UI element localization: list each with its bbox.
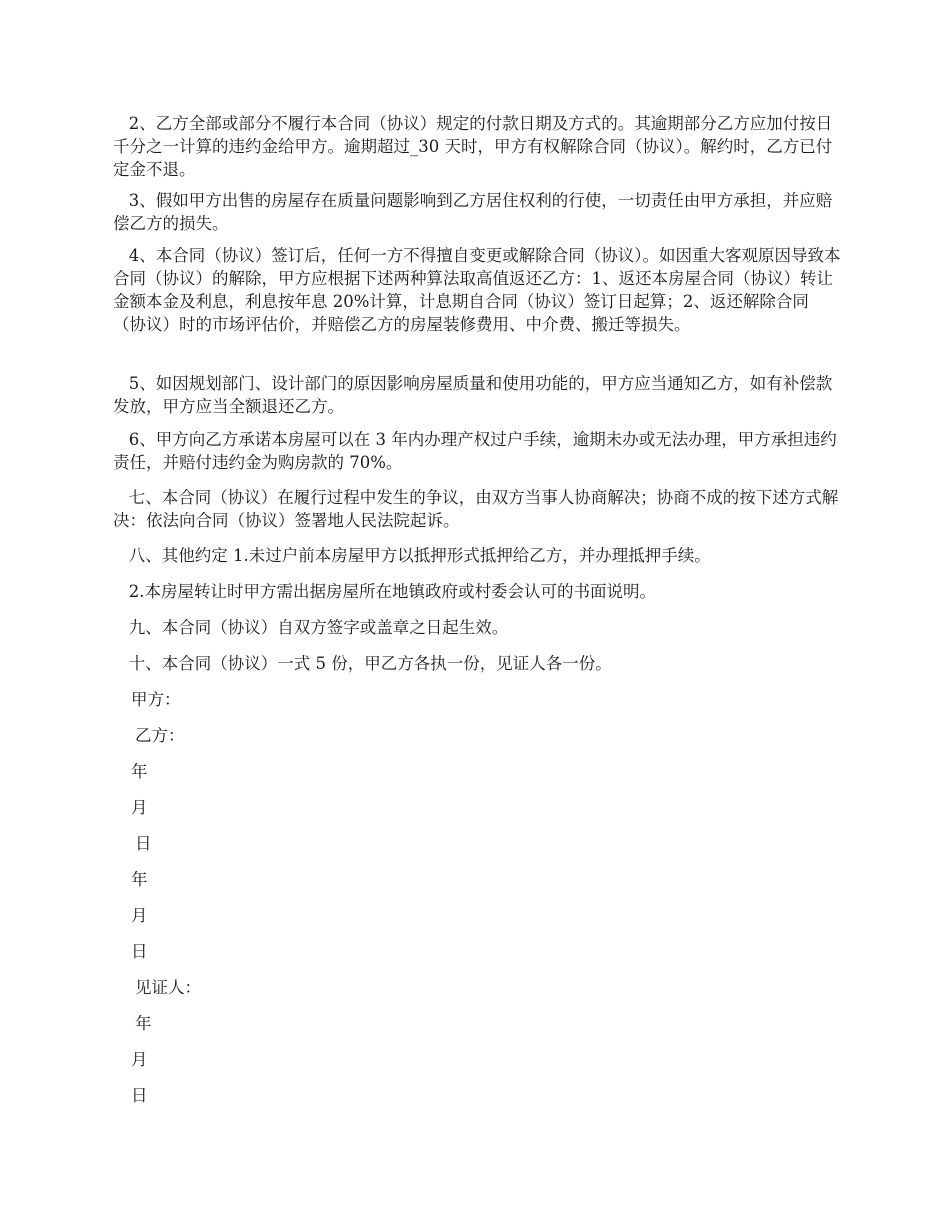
date-month-label: 月 [131,798,148,817]
clause-ten-paragraph: 十、本合同（协议）一式 5 份，甲乙方各执一份，见证人各一份。 [113,654,612,673]
date-month-label: 月 [131,906,148,925]
date-day-label: 日 [131,1086,148,1105]
clause-eight-paragraph: 八、其他约定 1.未过户前本房屋甲方以抵押形式抵押给乙方，并办理抵押手续。 [113,546,711,565]
date-year-label: 年 [131,870,148,889]
clause-5-paragraph: 5、如因规划部门、设计部门的原因影响房屋质量和使用功能的，甲方应当通知乙方，如有补偿款发放，甲方应当全额退还乙方。 [113,374,833,416]
party-a-label: 甲方： [131,690,181,709]
date-month-label: 月 [131,1050,148,1069]
witness-label: 见证人： [135,978,201,997]
clause-eight-item-2-paragraph: 2.本房屋转让时甲方需出据房屋所在地镇政府或村委会认可的书面说明。 [113,582,656,601]
date-year-label: 年 [131,762,148,781]
party-b-label: 乙方： [135,726,185,745]
clause-seven-paragraph: 七、本合同（协议）在履行过程中发生的争议，由双方当事人协商解决；协商不成的按下述方式解决：依法向合同（协议）签署地人民法院起诉。 [113,488,839,530]
date-day-label: 日 [135,834,152,853]
date-day-label: 日 [131,942,148,961]
clause-3-paragraph: 3、假如甲方出售的房屋存在质量问题影响到乙方居住权利的行使，一切责任由甲方承担，并应赔偿乙方的损失。 [113,191,833,233]
clause-6-paragraph: 6、甲方向乙方承诺本房屋可以在 3 年内办理产权过户手续，逾期未办或无法办理，甲方承担违约责任，并赔付违约金为购房款的 70%。 [113,430,837,472]
clause-nine-paragraph: 九、本合同（协议）自双方签字或盖章之日起生效。 [113,618,509,637]
clause-2-paragraph: 2、乙方全部或部分不履行本合同（协议）规定的付款日期及方式的。其逾期部分乙方应加付按日千分之一计算的违约金给甲方。逾期超过_30 天时，甲方有权解除合同（协议）。解约时，乙方已付定金不退。 [113,114,833,179]
clause-4-paragraph: 4、本合同（协议）签订后，任何一方不得擅自变更或解除合同（协议）。如因重大客观原因导致本合同（协议）的解除，甲方应根据下述两种算法取高值返还乙方：1、返还本房屋合同（协议）转让金额本金及利息，利息按年息 20%计算，计息期自合同（协议）签订日起算；2、返还解除合同（协议）时的市场评估价，并赔偿乙方的房屋装修费用、中介费、搬迁等损失。 [113,246,841,334]
date-year-label: 年 [135,1014,152,1033]
